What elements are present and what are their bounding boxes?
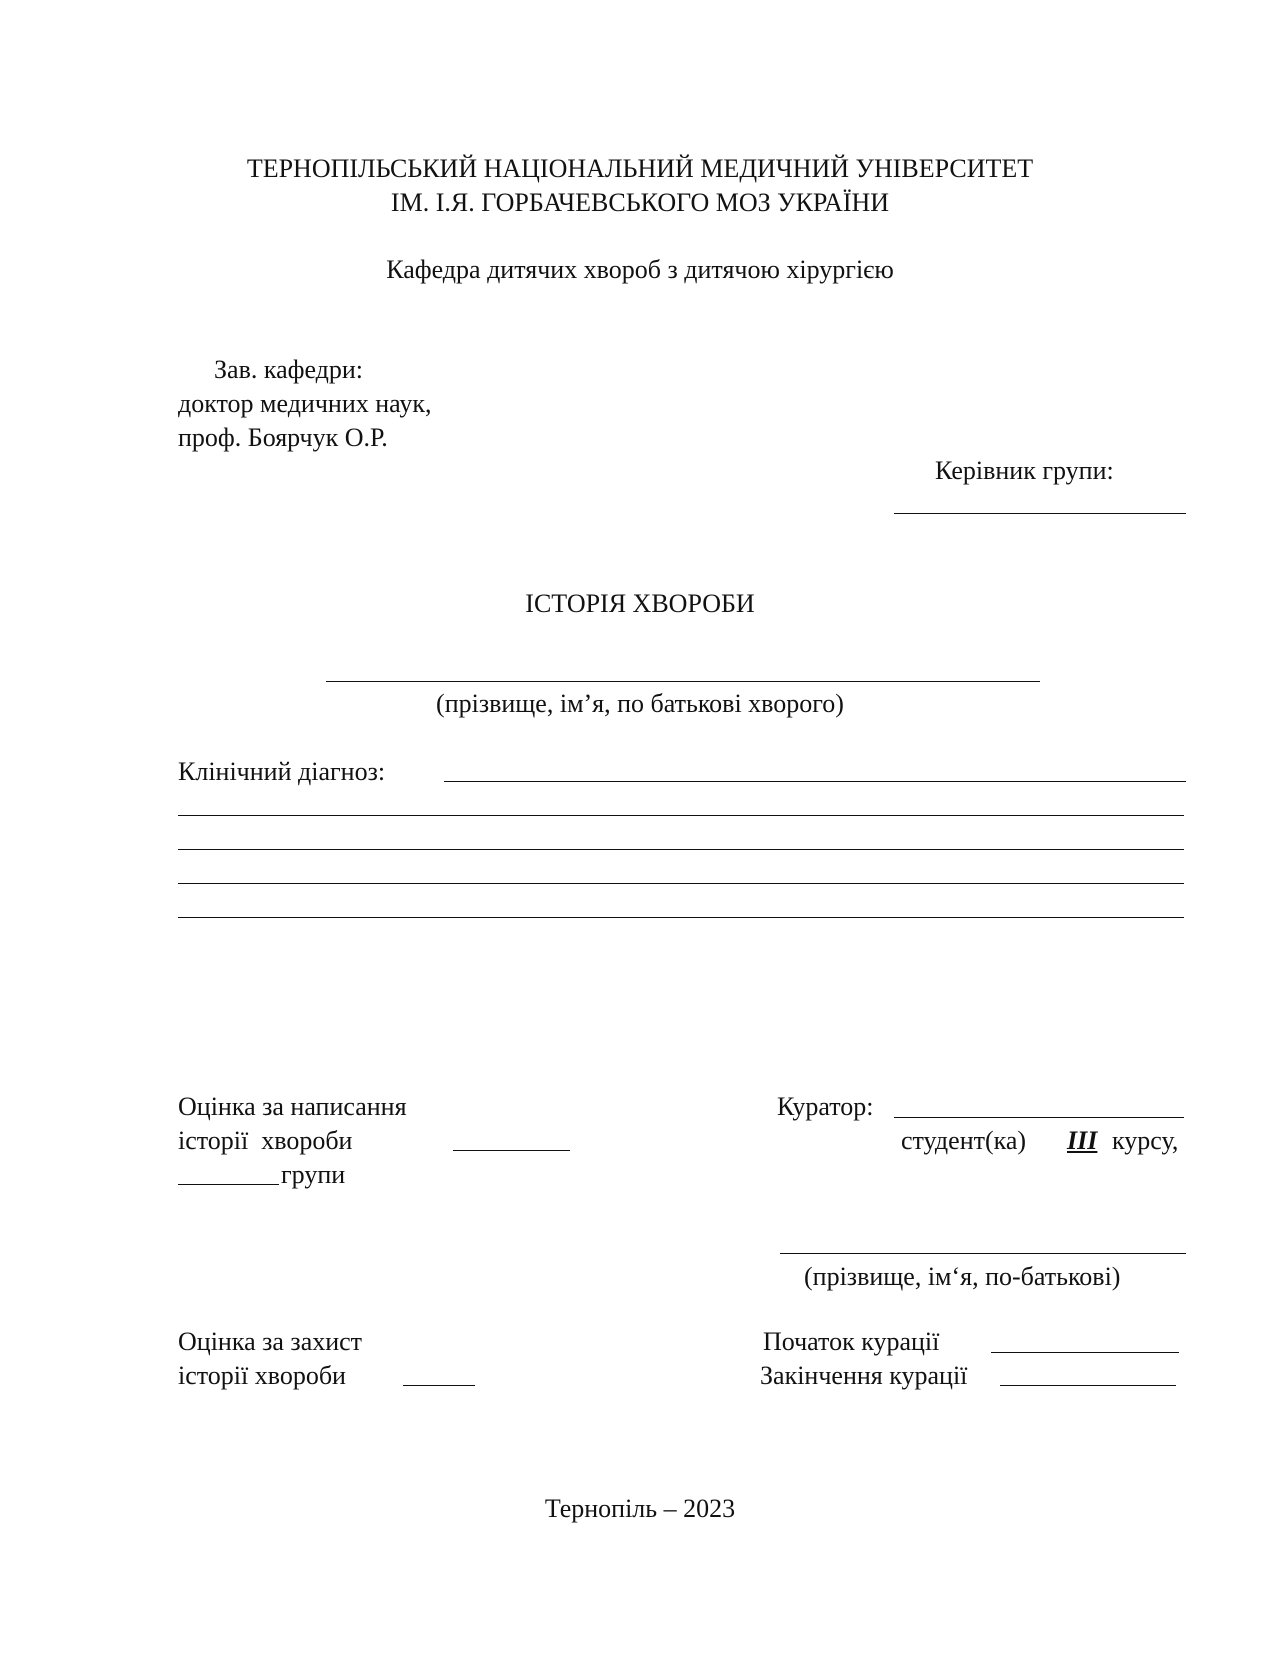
diagnosis-line-5	[178, 917, 1184, 918]
university-name-line2: ІМ. І.Я. ГОРБАЧЕВСЬКОГО МОЗ УКРАЇНИ	[390, 188, 890, 217]
city-year: Тернопіль – 2023	[544, 1494, 736, 1523]
defense-grade-line	[403, 1385, 475, 1386]
course-number: ІІІ	[1067, 1126, 1098, 1155]
diagnosis-line-3	[178, 849, 1184, 850]
course-suffix: курсу,	[1112, 1126, 1179, 1155]
curator-signature-line	[894, 1117, 1184, 1118]
group-leader-signature-line	[894, 513, 1186, 514]
student-label: студент(ка)	[901, 1126, 1027, 1155]
group-number-line	[178, 1184, 279, 1185]
head-of-department-title: Зав. кафедри:	[214, 355, 364, 384]
defense-grade-label-line1: Оцінка за захист	[178, 1327, 363, 1356]
head-of-department-degree: доктор медичних наук,	[178, 389, 432, 418]
diagnosis-line-4	[178, 883, 1184, 884]
curation-start-line	[991, 1352, 1179, 1353]
writing-grade-label-line2: історії хвороби	[178, 1126, 353, 1155]
curation-start-label: Початок курації	[763, 1327, 940, 1356]
patient-name-line	[326, 681, 1040, 682]
head-of-department-name: проф. Боярчук О.Р.	[178, 423, 388, 452]
university-name-line1: ТЕРНОПІЛЬСЬКИЙ НАЦІОНАЛЬНИЙ МЕДИЧНИЙ УНІВЕРСИТЕТ	[246, 154, 1034, 183]
group-label: групи	[281, 1160, 346, 1189]
diagnosis-line-1	[444, 781, 1186, 782]
curator-name-line	[780, 1253, 1186, 1254]
curator-name-caption: (прізвище, ім‘я, по-батькові)	[804, 1262, 1121, 1291]
curator-label: Куратор:	[777, 1092, 874, 1121]
diagnosis-label: Клінічний діагноз:	[178, 757, 386, 786]
document-title: ІСТОРІЯ ХВОРОБИ	[525, 589, 755, 618]
patient-name-caption: (прізвище, ім’я, по батькові хворого)	[436, 689, 844, 718]
curation-end-line	[1000, 1385, 1176, 1386]
group-leader-label: Керівник групи:	[935, 456, 1114, 485]
diagnosis-line-2	[178, 815, 1184, 816]
department-name: Кафедра дитячих хвороб з дитячою хірургією	[386, 255, 894, 284]
curation-end-label: Закінчення курації	[760, 1361, 968, 1390]
writing-grade-line	[453, 1150, 570, 1151]
defense-grade-label-line2: історії хвороби	[178, 1361, 346, 1390]
writing-grade-label-line1: Оцінка за написання	[178, 1092, 407, 1121]
